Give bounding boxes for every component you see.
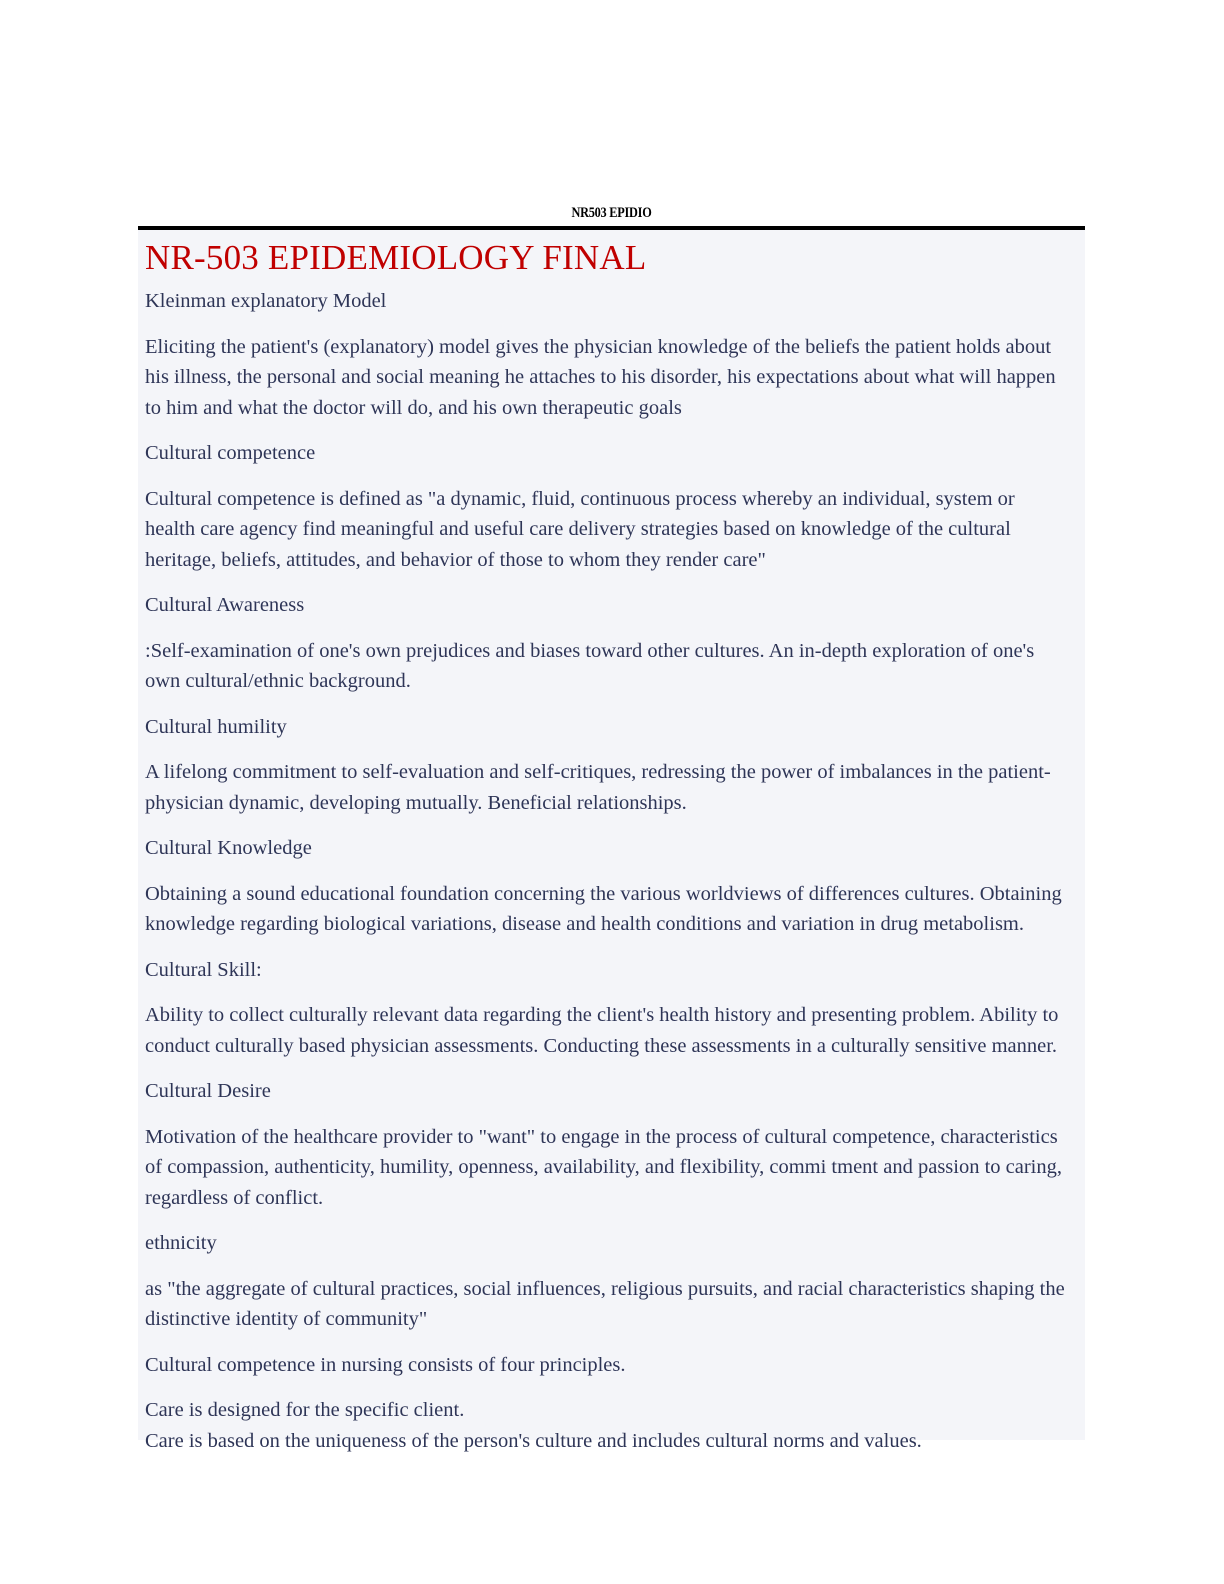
principles-list xyxy=(145,1395,1067,1456)
section-body-cultural-desire: Motivation of the healthcare provider to "want" to engage in the process of cultural competence, characteristics of compassion, authenticity, humility, openness, availability, and flexibility, commi tment and passion to caring, regardless of conflict. xyxy=(145,1125,1063,1209)
page-title: NR-503 EPIDEMIOLOGY FINAL xyxy=(145,238,647,277)
section-heading-cultural-competence: Cultural competence xyxy=(145,442,316,464)
principle-item-two: Care is based on the uniqueness of the person's culture and includes cultural norms and values. xyxy=(145,1429,922,1452)
section-heading-kleinman: Kleinman explanatory Model xyxy=(145,290,387,312)
section-heading-cultural-awareness: Cultural Awareness xyxy=(145,594,305,616)
section-body-kleinman: Eliciting the patient's (explanatory) model gives the physician knowledge of the beliefs the patient holds about his illness, the personal and social meaning he attaches to his disorder, his expectations about what will happen to him and what the doctor will do, and his own therapeutic goals xyxy=(145,335,1056,419)
section-body-ethnicity: as "the aggregate of cultural practices, social influences, religious pursuits, and racial characteristics shaping the distinctive identity of community" xyxy=(145,1277,1065,1330)
document-content-panel xyxy=(138,230,1085,1452)
section-body-four-principles: Cultural competence in nursing consists of four principles. xyxy=(145,1353,626,1376)
section-body-cultural-competence: Cultural competence is defined as "a dynamic, fluid, continuous process whereby an individual, system or health care agency find meaningful and useful care delivery strategies based on knowledge of the cultural heritage, beliefs, attitudes, and behavior of those to whom they render care" xyxy=(145,487,1015,571)
section-body-cultural-knowledge: Obtaining a sound educational foundation concerning the various worldviews of differences cultures. Obtaining knowledge regarding biological variations, disease and health conditions and variation in drug metabolism. xyxy=(145,882,1062,935)
section-body-cultural-skill: Ability to collect culturally relevant data regarding the client's health history and presenting problem. Ability to conduct culturally based physician assessments. Conducting these assessments in a culturally sensitive manner. xyxy=(145,1004,1059,1057)
running-head: NR503 EPIDIO xyxy=(571,205,652,221)
principle-item-one: Care is designed for the specific client. xyxy=(145,1399,465,1421)
section-heading-cultural-knowledge: Cultural Knowledge xyxy=(145,837,312,859)
section-heading-cultural-skill: Cultural Skill: xyxy=(145,958,262,981)
section-body-cultural-awareness: :Self-examination of one's own prejudices and biases toward other cultures. An in-depth exploration of one's own cultural/ethnic background. xyxy=(145,639,1035,692)
section-heading-cultural-humility: Cultural humility xyxy=(145,715,287,738)
section-heading-ethnicity: ethnicity xyxy=(145,1232,217,1254)
section-heading-cultural-desire: Cultural Desire xyxy=(145,1080,271,1102)
section-body-cultural-humility: A lifelong commitment to self-evaluation and self-critiques, redressing the power of imbalances in the patient- physician dynamic, developing mutually. Beneficial relationships. xyxy=(145,761,1051,814)
